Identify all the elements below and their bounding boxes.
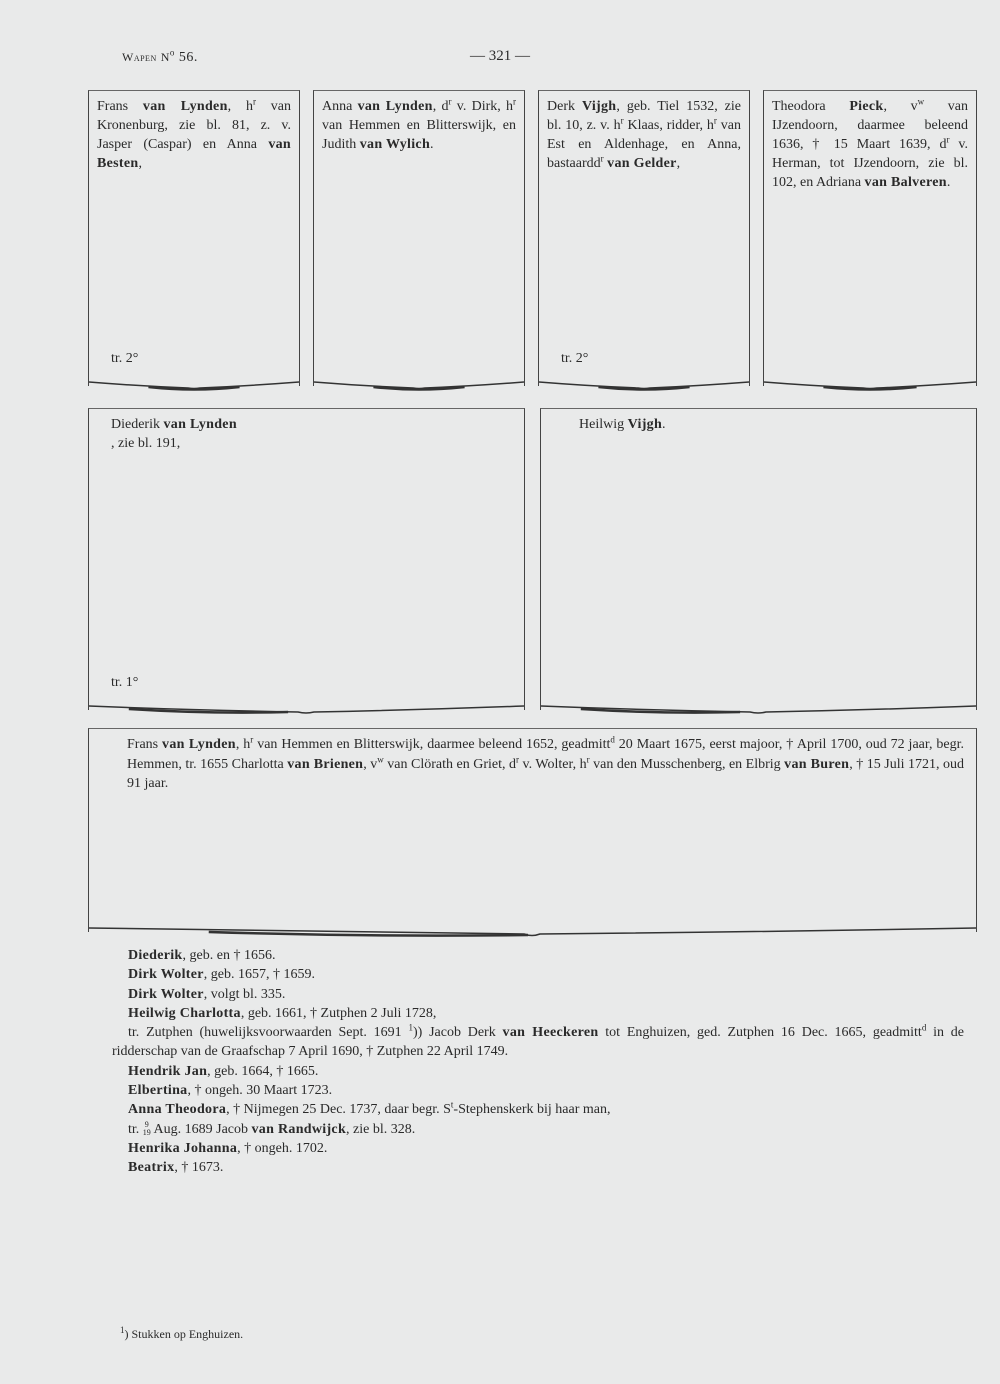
box-derk-vijgh: Derk Vijgh, geb. Tiel 1532, zie bl. 10, z. v. $h^r$ Klaas, ridder, $h^r$ van Est en Aldenhage, en Anna, bastaardd$^r$ van Gelder, tr. 2°	[538, 90, 750, 386]
marriage-entry: tr. Zutphen (huwelijksvoorwaarden Sept. 1691 $^1$)) Jacob Derk van Heeckeren tot Enghuizen, ged. Zutphen 16 Dec. 1665, geadmitt$^d$ in de ridderschap van de Graafschap 7 April 1690, † Zutphen 22 April 1749.	[112, 1022, 965, 1060]
box-frans-van-lynden-kronenburg: Frans van Lynden, $h^r$ van Kronenburg, zie bl. 81, z. v. Jasper (Caspar) en Anna van Besten, tr. 2°	[88, 90, 300, 386]
brace-line	[541, 704, 976, 718]
marriage-order: tr. 2°	[561, 351, 589, 366]
box-frans-van-lynden-hemmen: Frans van Lynden, $h^r$ van Hemmen en Blitterswijk, daarmee beleend 1652, geadmitt$^d$ 20 Maart 1675, eerst majoor, † April 1700, oud 72 jaar, begr. Hemmen, tr. 1655 Charlotta van Brienen, $v^w$ van Clörath en Griet, $d^r$ v. Wolter, $h^r$ van den Musschenberg, en Elbrig van Buren, † 15 Juli 1721, oud 91 jaar.	[88, 728, 977, 932]
brace-line	[314, 380, 524, 394]
list-item: Beatrix, † 1673.	[128, 1160, 224, 1176]
footnote-ref: 1	[408, 1022, 413, 1033]
header-label: Wapen	[122, 50, 157, 64]
date-fraction: 9 19	[142, 1120, 151, 1138]
brace-line	[89, 926, 976, 940]
list-item: Elbertina, † ongeh. 30 Maart 1723.	[128, 1083, 333, 1099]
box-anna-van-lynden: Anna van Lynden, $d^r$ v. Dirk, $h^r$ van Hemmen en Blitterswijk, en Judith van Wylich.	[313, 90, 525, 386]
list-item: Dirk Wolter, geb. 1657, † 1659.	[128, 967, 315, 983]
list-item: Heilwig Charlotta, geb. 1661, † Zutphen 2 Juli 1728,	[128, 1005, 437, 1021]
brace-line	[89, 704, 524, 718]
box-theodora-pieck: Theodora Pieck, $v^w$ van IJzendoorn, daarmee beleend 1636, † 15 Maart 1639, $d^r$ v. Herman, tot IJzendoorn, zie bl. 102, en Adriana van Balveren.	[763, 90, 977, 386]
marriage-order: tr. 2°	[111, 351, 139, 366]
header-value: 56.	[178, 50, 198, 65]
list-item: Hendrik Jan, geb. 1664, † 1665.	[128, 1063, 319, 1079]
children-list	[112, 946, 964, 1178]
list-item: Anna Theodora, † Nijmegen 25 Dec. 1737, daar begr. $S^t$-Stephenskerk bij haar man,	[128, 1099, 611, 1118]
box-heilwig-vijgh: Heilwig Vijgh.	[540, 408, 977, 710]
marriage-entry: tr. 9 19 Aug. 1689 Jacob van Randwijck, zie bl. 328.	[128, 1120, 416, 1138]
page-number: — 321 —	[470, 48, 530, 64]
box-diederik-van-lynden: Diederik van Lynden , zie bl. 191, tr. 1°	[88, 408, 525, 710]
list-item: Henrika Johanna, † ongeh. 1702.	[128, 1140, 328, 1156]
header-no: N	[160, 50, 170, 64]
brace-line	[764, 380, 976, 394]
header-no-sup: o	[169, 47, 175, 58]
brace-line	[89, 380, 299, 394]
marriage-order: tr. 1°	[111, 675, 139, 690]
list-item: Dirk Wolter, volgt bl. 335.	[128, 986, 286, 1002]
list-item: Diederik, geb. en † 1656.	[128, 948, 276, 963]
footnote: $^1$) Stukken op Enghuizen.	[120, 1325, 244, 1341]
brace-line	[539, 380, 749, 394]
